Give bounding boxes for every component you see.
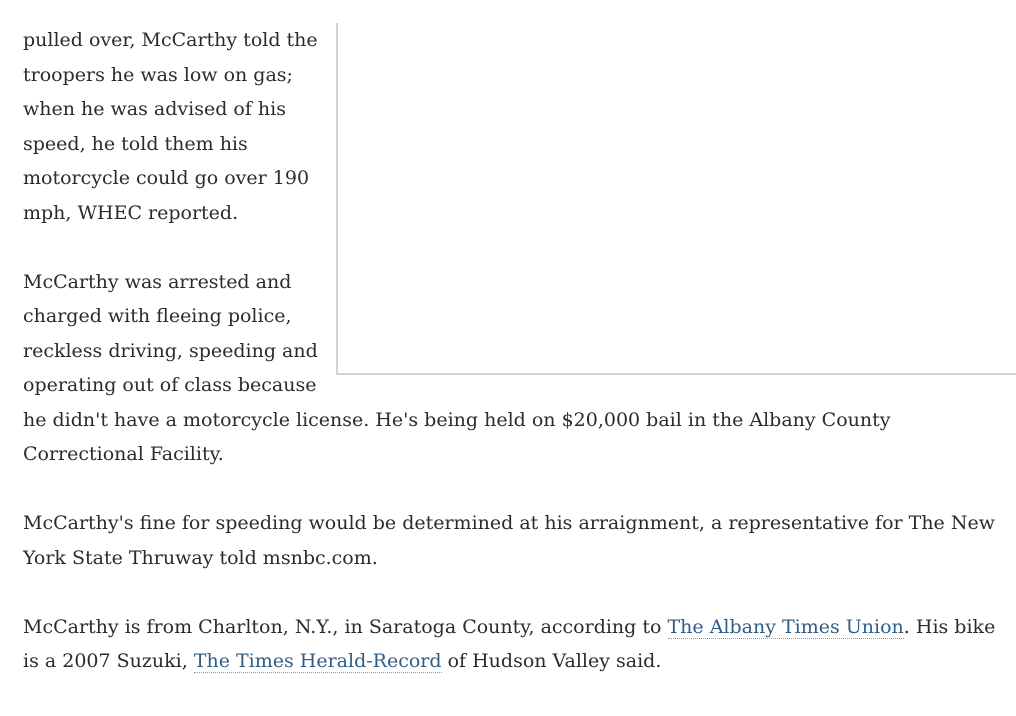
origin-text-1: McCarthy is from Charlton, N.Y., in Saratoga County, according to bbox=[23, 615, 668, 638]
origin-text-2: . His bike is a 2007 Suzuki, bbox=[23, 615, 996, 672]
times-herald-record-link[interactable]: The Times Herald-Record bbox=[193, 650, 442, 672]
embed-spacer bbox=[333, 23, 998, 369]
paragraph-speed: pulled over, McCarthy told the troopers he was low on gas; when he was advised of his speed, he told them his motorcycle could go over 190 mph, WHEC reported. bbox=[23, 29, 318, 224]
albany-times-union-link[interactable]: The Albany Times Union bbox=[667, 615, 904, 638]
paragraph-arrest: McCarthy was arrested and charged with fleeing police, reckless driving, speeding and operating out of class because he didn't have a motorcycle license. He's being held on $20,000 bail in the Albany County Correctional Facility. bbox=[23, 270, 891, 465]
origin-text-3: of Hudson Valley said. bbox=[441, 650, 662, 672]
paragraph-fine: McCarthy's fine for speeding would be determined at his arraignment, a representative for The New York State Thruway told msnbc.com. bbox=[23, 512, 995, 569]
paragraph-origin bbox=[23, 610, 998, 679]
article-body bbox=[23, 23, 998, 713]
